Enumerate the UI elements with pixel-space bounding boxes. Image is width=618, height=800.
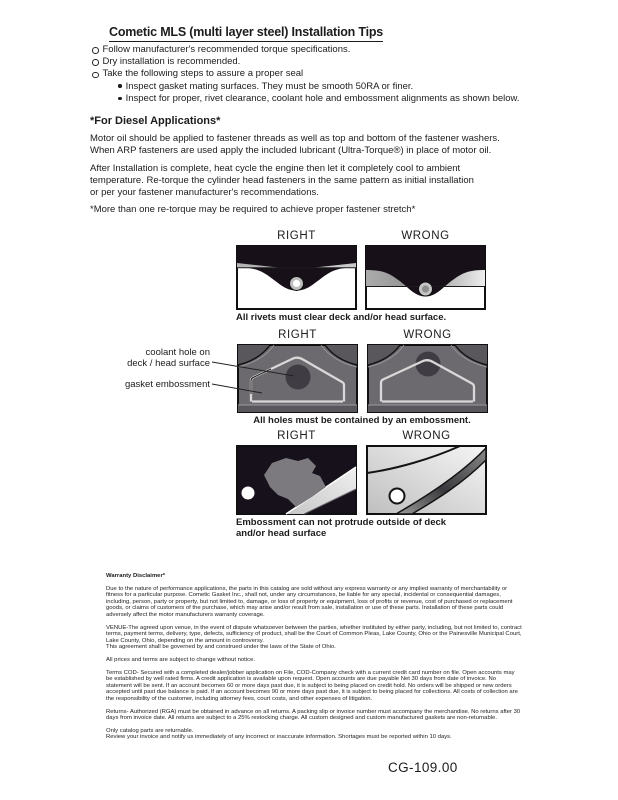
circle-bullet-icon xyxy=(92,47,99,54)
paragraph-line: temperature. Re-torque the cylinder head fasteners in the same pattern as initial installation xyxy=(90,175,474,187)
wrong-label: WRONG xyxy=(401,230,450,242)
wrong-label: WRONG xyxy=(402,430,451,442)
dot-bullet-icon xyxy=(118,97,122,101)
embossment-wrong-diagram xyxy=(367,344,488,413)
list-item-text: Inspect gasket mating surfaces. They must be smooth 50RA or finer. xyxy=(125,80,414,92)
caption-line: and/or head surface xyxy=(236,528,327,539)
bolt-hole-icon xyxy=(242,487,255,500)
diagram-row-embossment-protrude xyxy=(236,430,607,542)
annotation-line: coolant hole on xyxy=(145,347,210,358)
diesel-section-heading: *For Diesel Applications* xyxy=(90,115,221,127)
list-item xyxy=(92,68,520,80)
install-tips-list xyxy=(92,44,520,105)
rivet-wrong-diagram xyxy=(365,245,486,310)
paragraph-line: After Installation is complete, heat cycle the engine then let it completely cool to ambient xyxy=(90,163,461,174)
right-label: RIGHT xyxy=(277,230,316,242)
right-label: RIGHT xyxy=(277,430,316,442)
list-item xyxy=(92,44,520,56)
dot-bullet-icon xyxy=(118,84,122,88)
wrong-label: WRONG xyxy=(403,329,452,341)
paragraph-line: Motor oil should be applied to fastener threads as well as top and bottom of the fastener washers. xyxy=(90,133,500,144)
list-item-text: Follow manufacturer's recommended torque specifications. xyxy=(102,44,351,55)
diagram-caption: All holes must be contained by an embossment. xyxy=(253,415,471,426)
annotation-leader-lines xyxy=(208,355,300,403)
sub-list-item xyxy=(118,81,520,93)
page-code: CG-109.00 xyxy=(388,760,458,775)
disclaimer-paragraph: Terms COD- Secured with a completed dealer/jobber application on File, COD-Company check with a current credit card number on file. Open accounts may be established by well rated firms. A credit application is available upon request. Open accounts are due payable Net 30 days from date of invoice. No statement will be sent. If an account becomes 60 or more days past due, it is subject to being placed on credit hold. No orders will be shipped or new orders accepted until past due balance is paid. If an account becomes 90 or more days past due, it is subject to being placed for collections. All costs of collection are the responsibility of the customer, including attorney fees, court costs, and other expenses of litigation. xyxy=(106,669,518,702)
disclaimer-paragraph: Due to the nature of performance applications, the parts in this catalog are sold without any express warranty or any implied warranty of merchantability or fitness for a particular purpose. Cometic Gasket Inc., shall not, under any circumstances, be liable for any special, incidental or consequential damages, including, person, party or property, but not limited to, damage, or loss of property or equipment, loss of profits or revenue, cost of purchased or replacement goods, or claims of customers of the purchase, which may arise and/or result from sale, installation or use of these parts. Installation of these parts could adversely affect the motor manufacturers warranty coverage. xyxy=(106,585,513,618)
disclaimer-heading: Warranty Disclaimer* xyxy=(106,573,166,579)
disclaimer-paragraph: Review your invoice and notify us immediately of any incorrect or inaccurate information. Shortages must be reported within 10 days. xyxy=(106,734,452,741)
diesel-paragraph-1 xyxy=(90,133,500,157)
disclaimer-paragraph: VENUE-The agreed upon venue, in the event of dispute whatsoever between the parties, whether instituted by either party, including, but not limited to, contract terms, payment terms, delivery, type, defects, sufficiency of product, shall be the Court of Common Pleas, Lake County, Ohio or the Painesville Municipal Court, Lake County, Ohio, depending on the amount in controversy. xyxy=(106,624,522,644)
list-item xyxy=(92,56,520,68)
rivet-right-diagram xyxy=(236,245,357,310)
diagram-caption xyxy=(236,517,446,539)
protrude-right-diagram xyxy=(236,445,357,515)
right-label: RIGHT xyxy=(278,329,317,341)
list-item-text: Dry installation is recommended. xyxy=(102,56,241,68)
coolant-hole-annotation xyxy=(106,347,210,369)
list-item-text: Take the following steps to assure a proper seal xyxy=(102,68,304,80)
circle-bullet-icon xyxy=(92,59,99,66)
sub-list-item xyxy=(118,93,520,105)
disclaimer-paragraph: Only catalog parts are returnable. xyxy=(106,727,194,734)
disclaimer-paragraph: This agreement shall be governed by and construed under the laws of the State of Ohio. xyxy=(106,644,336,651)
circle-bullet-icon xyxy=(92,72,99,79)
disclaimer-paragraph: All prices and terms are subject to change without notice. xyxy=(106,656,255,663)
diagram-row-rivet-clearance xyxy=(236,230,607,330)
diesel-paragraph-2 xyxy=(90,163,474,199)
bolt-hole-icon xyxy=(390,489,405,504)
annotation-line: deck / head surface xyxy=(127,358,210,369)
disclaimer-paragraph: Returns- Authorized (RGA) must be obtained in advance on all returns. A packing slip or invoice number must accompany the merchandise. No returns after 30 days from invoice date. All returns are subject to a 25% restocking charge. All custom designed and custom manufactured gaskets are non-returnable. xyxy=(106,708,521,722)
caption-line: Embossment can not protrude outside of deck xyxy=(236,517,447,528)
list-item-text: Inspect for proper, rivet clearance, coolant hole and embossment alignments as shown below. xyxy=(125,92,520,104)
page-title: Cometic MLS (multi layer steel) Installation Tips xyxy=(109,25,383,42)
protrude-wrong-diagram xyxy=(366,445,487,515)
re-torque-note: *More than one re-torque may be required to achieve proper fastener stretch* xyxy=(90,204,416,215)
gasket-embossment-annotation: gasket embossment xyxy=(124,379,210,390)
paragraph-line: When ARP fasteners are used apply the included lubricant (Ultra-Torque®) in place of motor oil. xyxy=(90,145,492,157)
paragraph-line: or per your fastener manufacturer's recommendations. xyxy=(90,187,319,199)
warranty-disclaimer xyxy=(106,573,522,747)
diagram-caption: All rivets must clear deck and/or head surface. xyxy=(236,312,447,323)
